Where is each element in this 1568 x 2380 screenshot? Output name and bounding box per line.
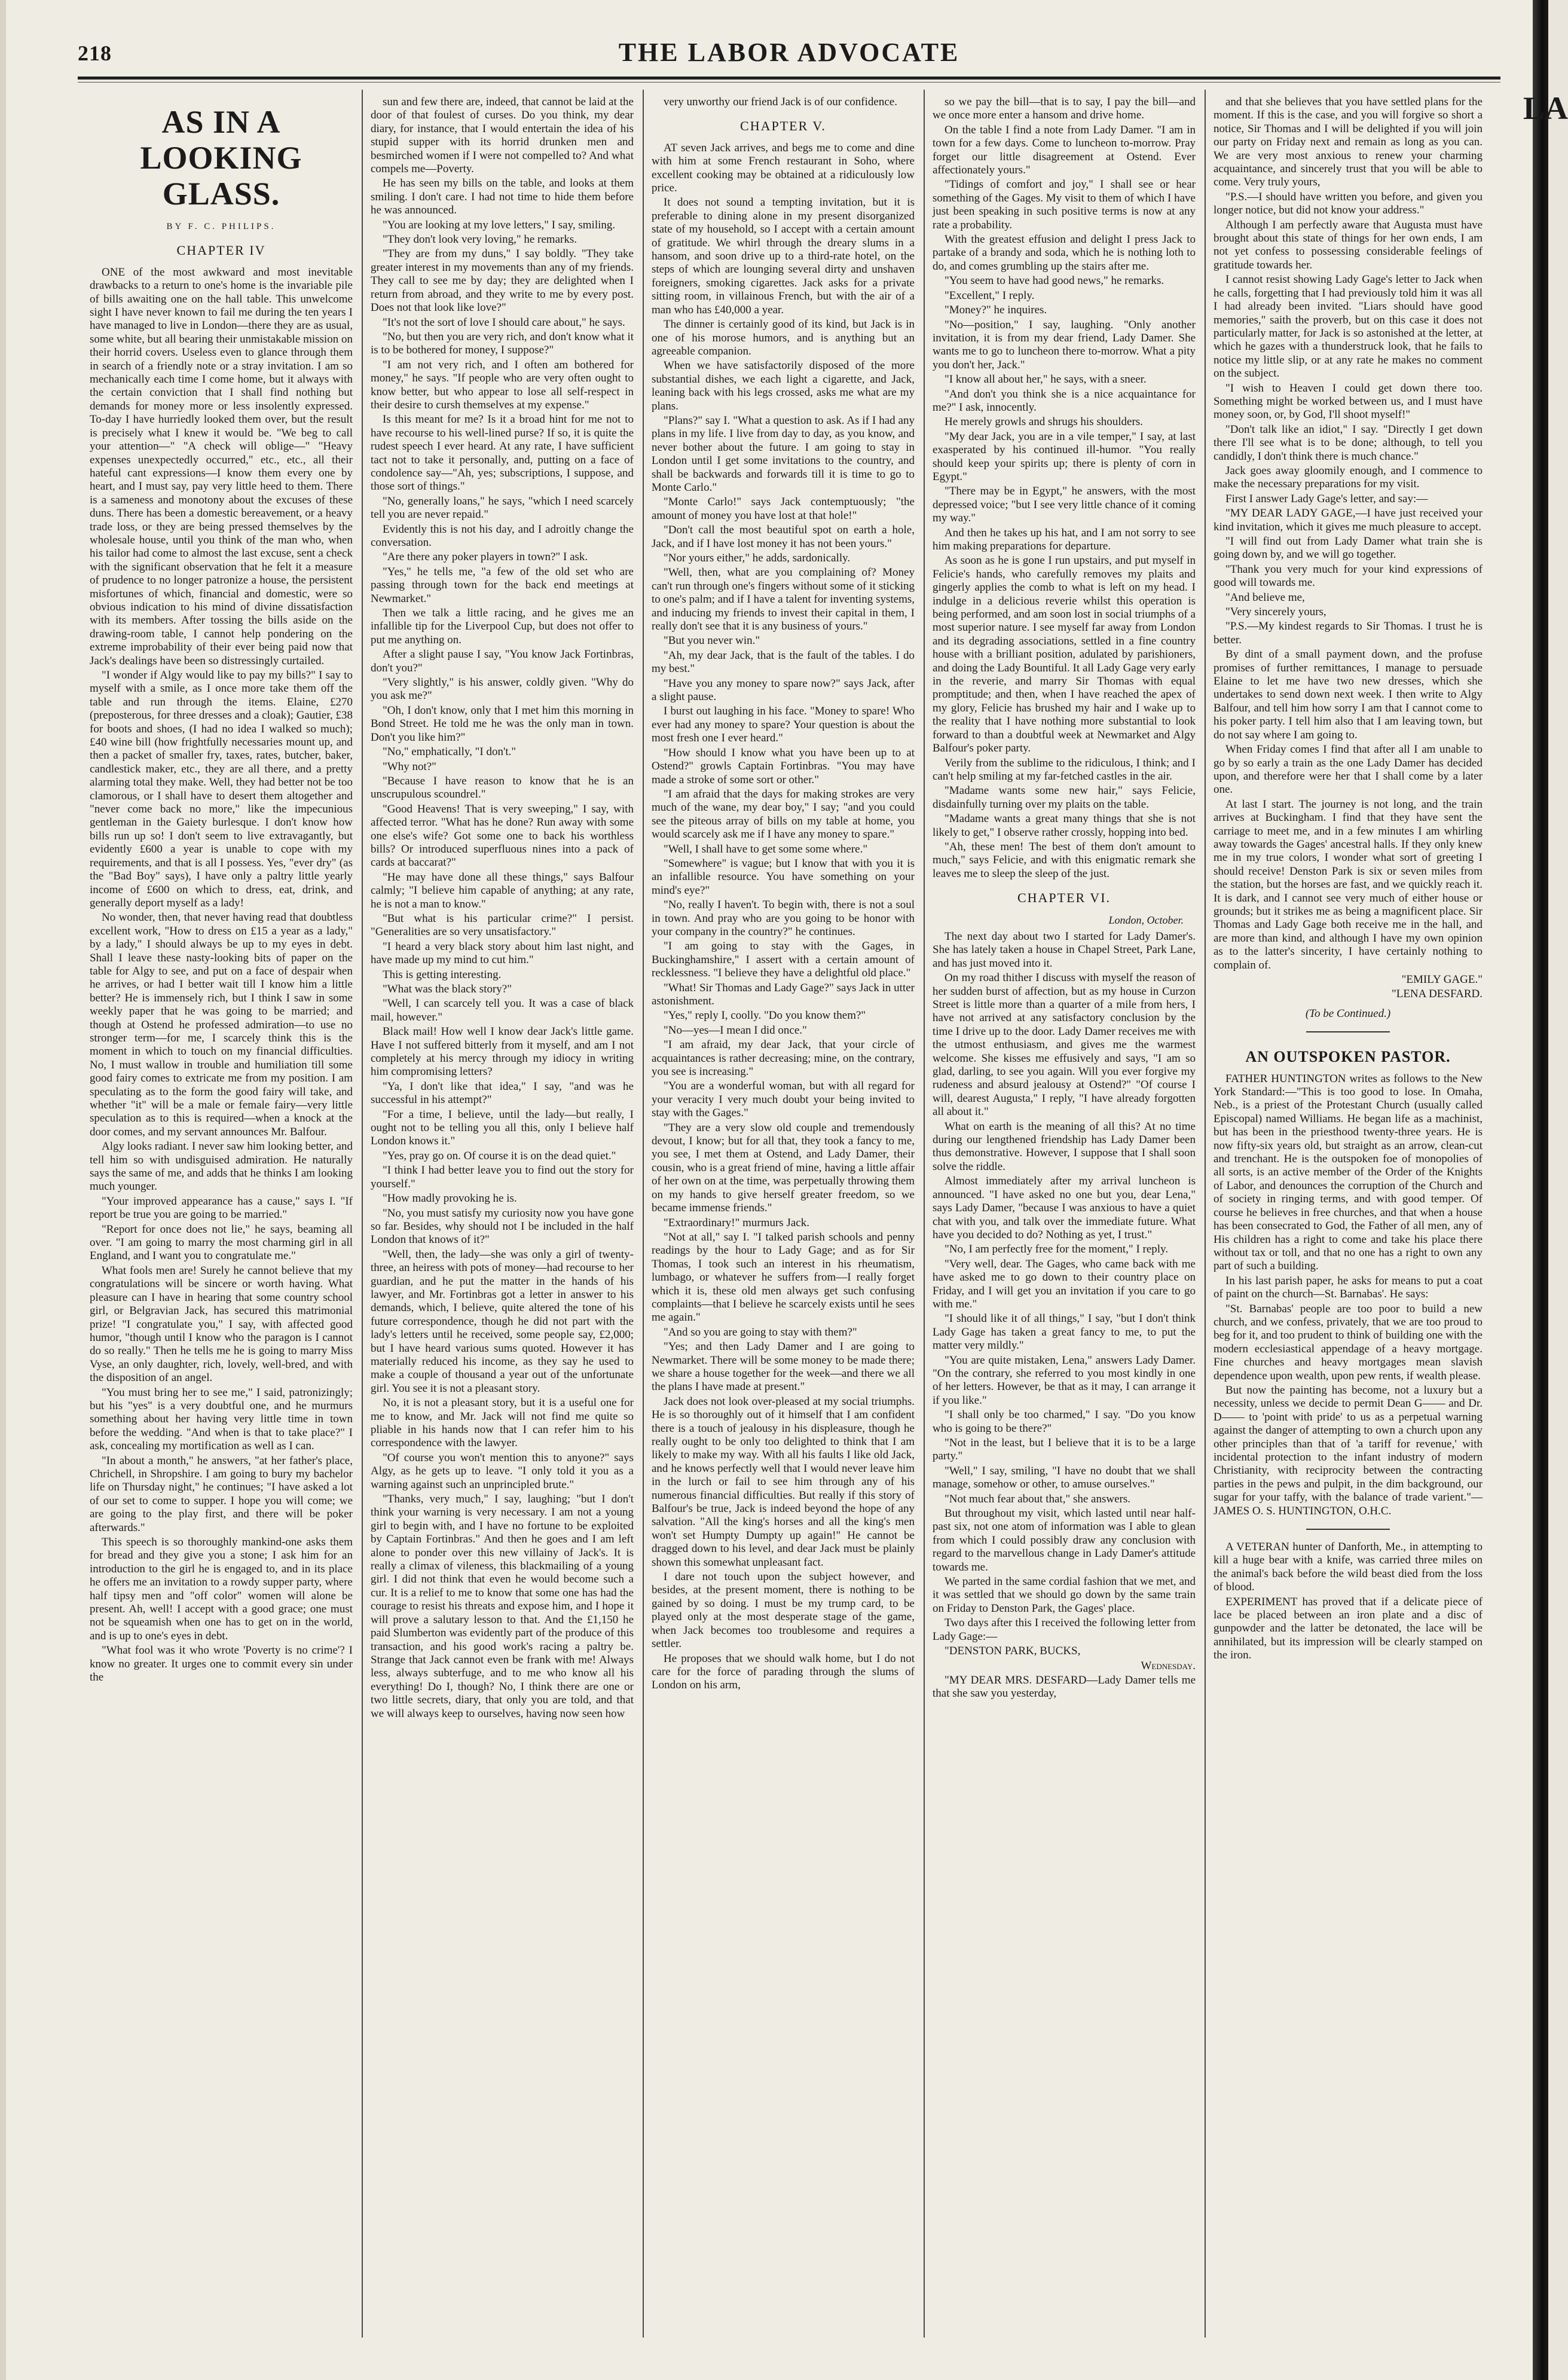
paragraph: And then he takes up his hat, and I am not sorry to see him making preparations for departure.	[933, 526, 1196, 552]
paragraph: EXPERIMENT has proved that if a delicate piece of lace be placed between an iron plate and a disc of gunpowder and the latter be detonated, the lace will be annihilated, but its impression will be clearly stamped on the iron.	[1214, 1595, 1483, 1662]
paragraph: Verily from the sublime to the ridiculous, I think; and I can't help smiling at my far-fetched castles in the air.	[933, 756, 1196, 783]
paragraph: "You are quite mistaken, Lena," answers Lady Damer. "On the contrary, she referred to you most kindly in one of her letters. However, be that as it may, I can arrange it if you like."	[933, 1354, 1196, 1407]
paragraph: "Your improved appearance has a cause," says I. "If report be true you are going to be married."	[90, 1194, 353, 1221]
paragraph: "Not much fear about that," she answers.	[945, 1492, 1130, 1505]
article-headline: AN OUTSPOKEN PASTOR.	[1245, 1048, 1451, 1066]
paragraph: "What was the black story?"	[383, 983, 512, 995]
story-title: AS IN A LOOKING GLASS.	[140, 104, 302, 212]
paragraph: "Don't call the most beautiful spot on earth a hole, Jack, and if I have lost money it has not been yours."	[652, 524, 915, 550]
paragraph: "Well, I can scarcely tell you. It was a case of black mail, however."	[371, 997, 634, 1024]
paragraph: By dint of a small payment down, and the profuse promises of further remittances, I manage to persuade Elaine to let me have two new dresses, which she undertakes to send down next week. I then write to Algy Balfour, and tell him how sorry I am that I cannot come to his poker party. I tell him also that I am leaving town, but do not say where I am going to.	[1214, 648, 1483, 741]
paragraph: "But you never win."	[664, 634, 760, 647]
paragraph: "Why not?"	[383, 760, 436, 773]
paragraph: "No—yes—I mean I did once."	[664, 1024, 807, 1037]
paragraph: "My dear Jack, you are in a vile temper," I say, at last exasperated by his continued ill-humor. "You really should keep your spirits up; there is plenty of corn in Egypt."	[933, 430, 1196, 483]
paragraph: This speech is so thoroughly mankind-one asks them for bread and they give you a stone; I ask him for an introduction to the girl he is engaged to, and in its place he offers me an invitation to a rowdy supper party, where half tipsy men and "off color" women will alone be present. Ah, well! I accept with a good grace; one must not be squeamish when one has to get on in the world, and is up to one's eyes in debt.	[90, 1536, 353, 1642]
paragraph: "Ah, these men! The best of them don't amount to much," says Felicie, and with this enigmatic remark she leaves me to sleep the sleep of the just.	[933, 840, 1196, 880]
paragraph: "Nor yours either," he adds, sardonically.	[664, 552, 851, 564]
paragraph: "Well, then, what are you complaining of? Money can't run through one's fingers without some of it sticking to one's palm; and if I have a talent for inventing systems, and inducing my friends to invest their capital in them, I really don't see that it is any business of yours."	[652, 566, 915, 633]
paragraph: I burst out laughing in his face. "Money to spare! Who ever had any money to spare? Your question is about the most fresh one I ever heard."	[652, 705, 915, 745]
paragraph: "Not in the least, but I believe that it is to be a large party."	[933, 1437, 1196, 1463]
paragraph: "And so you are going to stay with them?"	[664, 1325, 857, 1339]
paragraph: "Excellent," I reply.	[945, 289, 1035, 302]
scan-left-margin	[0, 0, 6, 2380]
paragraph: "No, but then you are very rich, and don't know what it is to be bothered for money, I suppose?"	[371, 330, 634, 357]
page-header	[78, 37, 1500, 73]
page-number: 218	[78, 41, 112, 65]
chapter-heading: CHAPTER IV	[176, 243, 266, 258]
paragraph: On my road thither I discuss with myself the reason of her sudden burst of affection, but as my house in Curzon Street is little more than a quarter of a mile from hers, I have not arrived at any satisfactory conclusion by the time I drive up to the door. Lady Damer receives me with the utmost enthusiasm, and gives me the warmest welcome. She kisses me effusively and says, "I am so glad, darling, to see you again. Will you ever forgive my rudeness and absurd jealousy at Ostend?" "Of course I will, dearest Augusta," I reply, "I have already forgotten all about it."	[933, 971, 1196, 1119]
paragraph: "Money?" he inquires.	[945, 304, 1047, 317]
paragraph: "Very slightly," is his answer, coldly given. "Why do you ask me?"	[371, 676, 634, 702]
paragraph: "Tidings of comfort and joy," I shall see or hear something of the Gages. My visit to them of which I have just been speaking in such positive terms is now at any rate a probability.	[933, 178, 1196, 231]
paragraph: "Monte Carlo!" says Jack contemptuously; "the amount of money you have lost at that hole!"	[652, 496, 915, 522]
paragraph: "What fool was it who wrote 'Poverty is no crime'? I know no greater. It urges one to commit every sin under the	[90, 1644, 353, 1684]
paragraph: "Yes," he tells me, "a few of the old set who are passing through town for the back end meetings at Newmarket."	[371, 565, 634, 605]
paragraph: "Plans?" say I. "What a question to ask. As if I had any plans in my life. I live from day to day, as you know, and never bother about the future. I am going to stay in London until I get some invitations to the country, and shall be backwards and forwards till it is time to go to Monte Carlo."	[652, 414, 915, 494]
paragraph: "Report for once does not lie," he says, beaming all over. "I am going to marry the most charming girl in all England, and I want you to congratulate me."	[90, 1223, 353, 1263]
news-items	[1214, 1541, 1483, 1663]
paragraph: "They don't look very loving," he remarks.	[383, 233, 577, 246]
paragraph: A VETERAN hunter of Danforth, Me., in attempting to kill a huge bear with a knife, was carried three miles on the animal's back before the wild beast died from the loss of blood.	[1214, 1541, 1483, 1594]
paragraph: "P.S.—I should have written you before, and given you longer notice, but did not know your address."	[1214, 190, 1483, 217]
paragraph: I cannot resist showing Lady Gage's letter to Jack when he calls, forgetting that I had previously told him it was all I had already been invited. "Liars should have good memories," saith the proverb, but on this case it does not particularly matter, for Jack is so astonished at the letter, at which he gazes with a thunderstruck look, that he fails to notice my little slip, or at any rate he makes no comment on the subject.	[1214, 273, 1483, 380]
paragraph: "They are a very slow old couple and tremendously devout, I know; but for all that, they took a fancy to me, you see, I met them at Ostend, and Lady Damer, their cousin, who is a great friend of mine, having a little affair of her own on at the time, was perpetually throwing them on my hands to give herself greater freedom, so we became immense friends."	[652, 1121, 915, 1215]
paragraph: sun and few there are, indeed, that cannot be laid at the door of that foulest of curses. Do you think, my dear diary, for instance, that I would entertain the idea of his stupid supper with its horrid drunken men and besmirched women if I were not compelled to? And what compels me—Poverty.	[371, 96, 634, 176]
paragraph: "No, I am perfectly free for the moment," I reply.	[945, 1243, 1169, 1256]
header-rule-thin	[78, 82, 1500, 83]
paragraph: very unworthy our friend Jack is of our confidence.	[664, 96, 897, 108]
paragraph: ONE of the most awkward and most inevitable drawbacks to a return to one's home is the invariable pile of bills awaiting one on the hall table. This unwelcome sight I have never known to fail me during the ten years I have managed to live in London—there they are as usual, some white, but all bearing their unmistakable mission on their horrid covers. Useless even to glance through them in search of a friendly note or a stray invitation. I am so mechanically each time I come home, but it always with the certain conviction that I shall find nothing but demands for money more or less insolently expressed. To-day I have hurriedly looked them over, but the result is precisely what I knew it would be. "We beg to call your attention—" "A check will oblige—" "Heavy expenses unexpectedly occurred," etc., etc., all their hateful cant expressions—I know them every one by heart, and I must say, pay very little heed to them. There is a sameness and monotony about the excuses of these duns. There has been a domestic bereavement, or a heavy trade loss, or they are being pressed themselves by the wholesale house, until you think of the man who, when his tailor had come to almost the last excuse, sent a check with the significant observation that he felt it a measure of prudence to no longer patronize a house, the persistent misfortunes of which, financial and domestic, were so obvious indication to his mind of divine dissatisfaction with its members. After tossing the bills aside on the drawing-room table, I cannot help pondering on the extreme improbability of their ever being paid now that Jack's dealings have been so distressingly curtailed.	[90, 265, 353, 667]
column-3	[652, 96, 915, 2332]
paragraph: "And believe me,	[1225, 591, 1305, 604]
paragraph: Two days after this I received the following letter from Lady Gage:—	[933, 1617, 1196, 1643]
signature-lena: "LENA DESFARD.	[1391, 988, 1483, 1001]
dateline: London, October.	[1108, 913, 1184, 926]
byline: BY F. C. PHILIPS.	[166, 222, 276, 231]
paragraph: "What! Sir Thomas and Lady Gage?" says Jack in utter astonishment.	[652, 981, 915, 1007]
paragraph: But now the painting has become, not a luxury but a necessity, unless we decide to permit Dean G—— and Dr. D—— to 'point with pride' to us as a perpetual warning against the danger of attempting to own a church upon any other principles than that of 'a tariff for revenue,' with incidental protection to the infant industry of modern Christianity, with reciprocity between the contracting parties in the pews and pulpit, in the dim background, our sugar for your taffy, with the balance of trade varient."—JAMES O. S. HUNTINGTON, O.H.C.	[1214, 1383, 1483, 1517]
paragraph: "There may be in Egypt," he answers, with the most depressed voice; "but I see very little chance of it coming my way."	[933, 485, 1196, 525]
paragraph: "Of course you won't mention this to anyone?" says Algy, as he gets up to leave. "I only told it you as a warning against such an unprincipled brute."	[371, 1451, 634, 1491]
chapter-heading: CHAPTER VI.	[1017, 890, 1111, 906]
chapter-heading: CHAPTER V.	[740, 118, 826, 134]
paragraph: Jack goes away gloomily enough, and I commence to make the necessary preparations for my visit.	[1214, 464, 1483, 491]
paragraph: The next day about two I started for Lady Damer's. She has lately taken a house in Chapel Street, Park Lane, and has just moved into it.	[933, 930, 1196, 970]
paragraph: "Good Heavens! That is very sweeping," I say, with affected terror. "What has he done? Run away with some one else's wife? Got some one to back his worthless bills? Or introduced superfluous nines into a pack of cards at baccarat?"	[371, 802, 634, 869]
paragraph: "Well, I shall have to get some some where."	[664, 842, 868, 856]
story-body	[652, 96, 915, 109]
paragraph: In his last parish paper, he asks for means to put a coat of paint on the church—St. Barnabas'. He says:	[1214, 1274, 1483, 1301]
paragraph: "MY DEAR LADY GAGE,—I have just received your kind invitation, which it gives me much pleasure to accept.	[1214, 507, 1483, 533]
column-2	[371, 96, 634, 2332]
paragraph: "Yes; and then Lady Damer and I are going to Newmarket. There will be some money to be made there; we share a house together for the week—and there we all the plans I have made at present."	[652, 1340, 915, 1394]
paragraph: "Very sincerely yours,	[1225, 606, 1326, 619]
paragraph: "Somewhere" is vague; but I know that with you it is an infallible resource. You have something on your mind's eye?"	[652, 857, 915, 897]
paragraph: "No—position," I say, laughing. "Only another invitation, it is from my dear friend, Lady Damer. She wants me to go to luncheon there to-morrow. What a pity you don't her, Jack."	[933, 318, 1196, 371]
paragraph: "I should like it of all things," I say, "but I don't think Lady Gage has taken a great fancy to me, to put the matter very mildly."	[933, 1312, 1196, 1352]
paragraph: When we have satisfactorily disposed of the more substantial dishes, we each light a cigarette, and Jack, leaning back with his legs crossed, asks me what are my plans.	[652, 359, 915, 413]
paragraph: Almost immediately after my arrival luncheon is announced. "I have asked no one but you, dear Lena," says Lady Damer, "because I was anxious to have a quiet chat with you, and talk over the immediate future. What have you decided to do? Nothing as yet, I trust."	[933, 1175, 1196, 1241]
column-divider	[924, 90, 925, 2338]
paragraph: "I know all about her," he says, with a sneer.	[945, 373, 1147, 386]
paragraph: "I wish to Heaven I could get down there too. Something might be worked between us, and I must have money soon, or, by God, I'll shoot myself!"	[1214, 381, 1483, 421]
paragraph: so we pay the bill—that is to say, I pay the bill—and we once more enter a hansom and drive home.	[933, 96, 1196, 122]
paragraph: "P.S.—My kindest regards to Sir Thomas. I trust he is better.	[1214, 620, 1483, 646]
paragraph: On the table I find a note from Lady Damer. "I am in town for a few days. Come to luncheon to-morrow. Pray forget our little disagreement at Ostend. Ever affectionately yours."	[933, 123, 1196, 177]
paragraph: No, it is not a pleasant story, but it is a useful one for me to know, and Mr. Jack will not find me quite so pliable in his hands now that I can refer him to his correspondence with the lawyer.	[371, 1397, 634, 1450]
paragraph: "Are there any poker players in town?" I ask.	[383, 551, 588, 564]
paragraph: "He may have done all these things," says Balfour calmly; "I believe him capable of anything; at any rate, he is not a man to know."	[371, 870, 634, 911]
paragraph: AT seven Jack arrives, and begs me to come and dine with him at some French restaurant in Soho, where excellent cooking may be obtained at a ridiculously low price.	[652, 141, 915, 195]
paragraph: As soon as he is gone I run upstairs, and put myself in Felicie's hands, who carefully removes my plaits and gingerly applies the comb to what is left on my head. I indulge in a delicious reverie whilst this operation is being performed, and am soon lost in social triumphs of a most superior nature. I see myself far away from London and its degrading associations, settled in a fine country house with a brilliant position, adulated by parishioners, and doing the Lady Bountiful. It all Lady Gage very early in the reverie, and marry Sir Thomas with equal promptitude; and then, when I have reached the apex of my glory, Felicie has brushed my hair and I wake up to the reality that I have nothing more substantial to look forward to than a doubtful week at Newmarket and Algy Balfour's poker party.	[933, 554, 1196, 755]
paragraph: "Thank you very much for your kind expressions of good will towards me.	[1214, 563, 1483, 589]
paragraph: At last I start. The journey is not long, and the train arrives at Buckingham. I find that they have sent the carriage to meet me, and in a few minutes I am whirling away towards the Gages' ancestral halls. If they only knew me in my true colors, I wonder what sort of greeting I should receive! Denston Park is six or seven miles from the station, but the horses are fast, and we quickly reach it. It is dark, and I cannot see very much of either house or grounds; but it strikes me as being a magnificent place. Sir Thomas and Lady Gage both receive me in the hall, and are more than kind, and although I have my own opinion as to the latter's sincerity, I have certainly nothing to complain of.	[1214, 798, 1483, 971]
paragraph: When Friday comes I find that after all I am unable to go by so early a train as the one Lady Damer has decided upon, and therefore were her that I shall come by a later one.	[1214, 743, 1483, 796]
paragraph: "I am not very rich, and I often am bothered for money," he says. "If people who are very often ought to know better, but who appear to lose all self-respect in their desire to cursh themselves at my expense."	[371, 358, 634, 411]
paragraph: "I wonder if Algy would like to pay my bills?" I say to myself with a smile, as I once more take them off the table and run through the items. Elaine, £270 (preposterous, for three dresses and a cloak); Gautier, £38 for boots and shoes, (I had no idea I walked so much); £40 wine bill (how frightfully necessaries mount up, and then a packet of smaller fry, taxes, rates, butcher, baker, candlestick maker, etc., they are all there, and a pretty alarming total they make. Well, they had better not be too clamorous, or I shall have to desert them altogether and "never come back no more," like the impecunious gentleman in the Gaiety burlesque. I don't know how bills run up so! I don't seem to live extravagantly, but evidently £600 a year is unable to cope with my requirements, and that is all I possess. Yes, "ever dry" (as the "Bad Boy" says), I have only a paltry little yearly income of £600 on which to dress, eat, drink, and generally deport myself as a lady!	[90, 669, 353, 909]
story-body	[933, 930, 1196, 1643]
paragraph: "In about a month," he answers, "at her father's place, Chrichell, in Shropshire. I am going to bury my bachelor life on Thursday night," he continues; "I have asked a lot of our set to come to supper. I hope you will come; we are going to the play first, and there will be poker afterwards."	[90, 1454, 353, 1534]
paragraph: I dare not touch upon the subject however, and besides, at the present moment, there is nothing to be gained by so doing. I must be my trump card, to be played only at the most desperate stage of the game, when Jack becomes too troublesome and requires a settler.	[652, 1571, 915, 1651]
paragraph: "Extraordinary!" murmurs Jack.	[664, 1216, 809, 1229]
paragraph: "No," emphatically, "I don't."	[383, 746, 516, 759]
paragraph: "I am afraid that the days for making strokes are very much of the wane, my dear boy," I say; "and you could see the piteous array of bills on my table at home, you would scarcely ask me if I have any money to spare."	[652, 787, 915, 841]
paragraph: This is getting interesting.	[383, 968, 502, 981]
paragraph: "No, generally loans," he says, "which I need scarcely tell you are never repaid."	[371, 494, 634, 521]
paragraph: But throughout my visit, which lasted until near half-past six, not one atom of information was I able to glean from which I could possibly draw any conclusion with regard to the marvellous change in Lady Damer's attitude towards me.	[933, 1507, 1196, 1574]
paragraph: No wonder, then, that never having read that doubtless excellent work, "How to dress on £15 a year as a lady," by a lady," I should always be up to my eyes in debt. Shall I leave these nasty-looking bits of paper on the table for Algy to see, and put on a face of despair when he arrives, or had I better wait till I know him a little better? He is immensely rich, but I think I saw in some weekly paper that he was going to be married; and though at Ostend he professed admiration—to use no stronger term—for me, I scarcely think this is the moment in which to touch on my financial difficulties. No, I must wallow in trouble and humiliation till some good fairy comes to extricate me from my position. I am speculating as to the form the good fairy will take, and whether "it" will be a male or female fairy—very little speculation as to this is required—when a knock at the door comes, and my servant announces Mr. Balfour.	[90, 911, 353, 1138]
continued-note: (To be Continued.)	[1305, 1007, 1391, 1020]
paragraph: "Yes," reply I, coolly. "Do you know them?"	[664, 1009, 866, 1022]
paragraph: "Don't talk like an idiot," I say. "Directly I get down there I'll see what is to be done; although, to tell you candidly, I don't think there is much chance."	[1214, 423, 1483, 463]
paragraph: Is this meant for me? Is it a broad hint for me not to have recourse to his well-lined purse? If so, it is quite the rudest speech I ever heard. At any rate, I have sufficient tact not to take it personally, and, putting on a face of condolence say—"Ah, yes; subscriptions, I suppose, and those sort of things."	[371, 413, 634, 493]
header-rule	[78, 77, 1500, 80]
story-body	[371, 96, 634, 1721]
paragraph: He proposes that we should walk home, but I do not care for the force of parading through the slums of London on his arm,	[652, 1652, 915, 1692]
paragraph: What on earth is the meaning of all this? At no time during our lengthened friendship has Lady Damer been thus demonstrative. However, I suppose that I shall soon solve the riddle.	[933, 1120, 1196, 1173]
paragraph: "You must bring her to see me," I said, patronizingly; but his "yes" is a very doubtful one, and he murmurs something about her having very little time in town before the wedding. "And when is that to take place?" I ask, concealing my mortification as well as I can.	[90, 1386, 353, 1453]
paragraph: "I am afraid, my dear Jack, that your circle of acquaintances is rather decreasing; mine, on the contrary, you see is increasing."	[652, 1038, 915, 1079]
letter-date: Wednesday.	[1141, 1659, 1196, 1672]
paragraph: "Not at all," say I. "I talked parish schools and penny readings by the hour to Lady Gage; and as for Sir Thomas, I took such an interest in his rheumatism, lumbago, or whatever he suffers from—I really forget which it is, these old men always get such confusing complaints—that I believe he scarcely exists until he sees me again."	[652, 1230, 915, 1324]
paragraph: "Yes, pray go on. Of course it is on the dead quiet."	[383, 1149, 616, 1162]
paragraph: Jack does not look over-pleased at my social triumphs. He is so thoroughly out of it himself that I am confident there is a touch of jealousy in his displeasure, though he really ought to be only too delighted to think that I am likely to make my way. With all his faults I like old Jack, and he knows perfectly well that I would never leave him in the lurch or fail to see him through any of his numerous financial difficulties. But really if this story of Balfour's be true, Jack is indeed beyond the hope of any salvation. "All the king's horses and all the king's men won't set Humpty Dumpty up again!" He cannot be dragged down to his level, and dear Jack must be plainly shown this somewhat unpleasant fact.	[652, 1395, 915, 1569]
paragraph: What fools men are! Surely he cannot believe that my congratulations will be sincere or worth having. What pleasure can I have in hearing that some country school girl, or Belgravian Jack, has secured this matrimonial prize! "I congratulate you," I say, with affected good humor, "though until I know who the paragon is I cannot do so really." Then he tells me he is going to marry Miss Vyse, an only daughter, rich, lovely, well-bred, and with the disposition of an angel.	[90, 1264, 353, 1385]
paragraph: He merely growls and shrugs his shoulders.	[945, 415, 1143, 429]
column-divider	[1205, 90, 1206, 2338]
paragraph: "Very well, dear. The Gages, who came back with me have asked me to go down to their country place on Friday, and I will get you an invitation if you care to go with me."	[933, 1257, 1196, 1310]
paragraph: "How should I know what you have been up to at Ostend?" growls Captain Fortinbras. "You may have made a stroke of some sort or other."	[652, 746, 915, 786]
paragraph: The dinner is certainly good of its kind, but Jack is in one of his morose humors, and is anything but an agreeable companion.	[652, 318, 915, 358]
paragraph: "You seem to have had good news," he remarks.	[945, 274, 1164, 288]
paragraph: "No, really I haven't. To begin with, there is not a soul in town. And pray who are you going to be honor with your company in the country?" he continues.	[652, 899, 915, 938]
paragraph: "And don't you think she is a nice acquaintance for me?" I ask, innocently.	[933, 387, 1196, 414]
paragraph: "No, you must satisfy my curiosity now you have gone so far. Besides, why should not I be included in the half London that knows of it?"	[371, 1206, 634, 1246]
paragraph: "Because I have reason to know that he is an unscrupulous scoundrel."	[371, 774, 634, 801]
paragraph: "How madly provoking he is.	[383, 1192, 517, 1205]
paragraph: "They are from my duns," I say boldly. "They take greater interest in my movements than any of my friends. They call to see me by day; they are delighted when I return from abroad, and they write to me by every post. Does not that look like love?"	[371, 248, 634, 314]
paragraph: With the greatest effusion and delight I press Jack to partake of a brandy and soda, which he is nothing loth to do, and comes grumbling up the stairs after me.	[933, 233, 1196, 273]
article-body	[1214, 1073, 1483, 1518]
column-divider	[643, 90, 644, 2338]
paragraph: "Ah, my dear Jack, that is the fault of the tables. I do my best."	[652, 649, 915, 676]
adjacent-page-fragment: LA	[1523, 90, 1568, 126]
paragraph: "I heard a very black story about him last night, and have made up my mind to cut him."	[371, 940, 634, 967]
section-divider	[1306, 1529, 1390, 1530]
paragraph: Algy looks radiant. I never saw him looking better, and tell him so with undisguised admiration. He naturally says the same of me, and adds that he thinks I am looking much younger.	[90, 1140, 353, 1193]
paragraph: "Madame wants some new hair," says Felicie, disdainfully turning over my plaits on the table.	[933, 784, 1196, 811]
column-5	[1214, 96, 1483, 2332]
paragraph: "I am going to stay with the Gages, in Buckinghamshire," I assert with a certain amount of recklessness. "I believe they have a delightful old place."	[652, 940, 915, 980]
masthead: THE LABOR ADVOCATE	[618, 38, 960, 67]
paragraph: Although I am perfectly aware that Augusta must have brought about this state of things for her own ends, I am not yet confess to possessing considerable feelings of gratitude towards her.	[1214, 218, 1483, 271]
paragraph: Evidently this is not his day, and I adroitly change the conversation.	[371, 523, 634, 549]
paragraph: "You are looking at my love letters," I say, smiling.	[383, 218, 616, 231]
paragraph: "Thanks, very much," I say, laughing; "but I don't think your warning is very necessary. I am not a young girl to begin with, and I have no fortune to be exploited by Captain Fortinbras." And then he goes and I am left alone to ponder over this new villainy of Jack's. It is really a climax of vileness, this blackmailing of a young girl. I did not think that even he would become such a cur. It is a relief to me to know that some one has had the courage to resist his threats and expose him, and I hope it will prove a salutary lesson to that. And the £1,150 he paid Slumberton was evidently part of the produce of this transaction, and his good work's racing a paltry be. Strange that Jack cannot even be frank with me! Always less, always subterfuge, and to me who know all his everything! Do I, though? No, I think there are one or two little secrets, diary, that only you are told, and that we will always keep to ourselves, having now seen how	[371, 1493, 634, 1720]
paragraph: "For a time, I believe, until the lady—but really, I ought not to be telling you all this, only I believe half London knows it."	[371, 1108, 634, 1148]
paragraph: He has seen my bills on the table, and looks at them smiling. I don't care. I had not time to hide them before he was announced.	[371, 177, 634, 217]
paragraph: FATHER HUNTINGTON writes as follows to the New York Standard:—"This is too good to lose. In Omaha, Neb., is a priest of the Protestant Church (usually called Episcopal) named Williams. He began life as a machinist, but has been in the priesthood twenty-three years. He is now fifty-six years old, but straight as an arrow, clean-cut and trenchant. He is the outspoken foe of monopolies of all sorts, is an active member of the Order of the Knights of Labor, and denounces the corruption of the Church and of society in ringing terms, and with good temper. Of course he believes in free churches, and that when a house has been consecrated to God, the Father of all men, any of His children has a right to come and take his place there without tax or toll, and that no one has a right to own any part of such a building.	[1214, 1072, 1483, 1273]
section-divider	[1306, 1031, 1390, 1032]
column-1	[90, 96, 353, 2332]
story-body	[652, 142, 915, 1692]
paragraph: "Ya, I don't like that idea," I say, "and was he successful in his attempt?"	[371, 1080, 634, 1107]
paragraph: "St. Barnabas' people are too poor to build a new church, and we confess, privately, that we are too proud to beg for it, and too prudent to think of building one with the modern ecclesiastical appendage of a heavy mortgage. Fine churches and heavy mortgages mean slavish dependence upon wealth, upon pew rents, if wealth please.	[1214, 1302, 1483, 1382]
paragraph: Black mail! How well I know dear Jack's little game. Have I not suffered bitterly from it myself, and am I not completely at his mercy through my idiocy in writing him compromising letters?	[371, 1025, 634, 1079]
scan-binding-shadow	[1533, 0, 1548, 2380]
paragraph: First I answer Lady Gage's letter, and say:—	[1225, 492, 1428, 505]
letter-salutation: "MY DEAR MRS. DESFARD—Lady Damer tells me that she saw you yesterday,	[933, 1673, 1196, 1700]
paragraph: "Well," I say, smiling, "I have no doubt that we shall manage, somehow or other, to amuse ourselves."	[933, 1464, 1196, 1491]
story-body	[90, 266, 353, 1685]
paragraph: "I shall only be too charmed," I say. "Do you know who is going to be there?"	[933, 1409, 1196, 1435]
paragraph: "Have you any money to spare now?" says Jack, after a slight pause.	[652, 677, 915, 704]
paragraph: "I think I had better leave you to find out the story for yourself."	[371, 1164, 634, 1190]
paragraph: "It's not the sort of love I should care about," he says.	[383, 316, 625, 329]
paragraph: "But what is his particular crime?" I persist. "Generalities are so very unsatisfactory."	[371, 912, 634, 939]
paragraph: "I will find out from Lady Damer what train she is going down by, and we will go together.	[1214, 535, 1483, 561]
paragraph: After a slight pause I say, "You know Jack Fortinbras, don't you?"	[371, 648, 634, 674]
column-4	[933, 96, 1196, 2332]
paragraph: "Madame wants a great many things that she is not likely to get," I observe rather crossly, hopping into bed.	[933, 812, 1196, 839]
story-body	[933, 96, 1196, 881]
signature-gage: "EMILY GAGE."	[1401, 973, 1483, 986]
story-body	[1214, 96, 1483, 972]
paragraph: It does not sound a tempting invitation, but it is preferable to dining alone in my present disorganized state of my household, so I accept with a certain amount of gratitude. We whirl through the dreary slums in a hansom, and soon drive up to a third-rate hotel, on the steps of which are lounging several dirty and unshaven foreigners, smoking cigarettes. Jack asks for a private sitting room, in villainous French, but with the air of a man who has £40,000 a year.	[652, 196, 915, 316]
letter-address: "DENSTON PARK, BUCKS,	[945, 1645, 1081, 1658]
paragraph: "Well, then, the lady—she was only a girl of twenty-three, an heiress with pots of money—had recourse to her guardian, and he put the matter in the hands of his lawyer, and Mr. Fortinbras got a letter in answer to his demands, which, I believe, quite altered the tone of his future correspondence, though he did not part with the lady's letters until he received, some people say, £2,000; but I have heard various sums quoted. However it has materially reduced his income, as they say he used to make a couple of thousand a year out of the unfortunate girl. You see it is not a pleasant story.	[371, 1248, 634, 1395]
paragraph: and that she believes that you have settled plans for the moment. If this is the case, and you will forgive so short a notice, Sir Thomas and I will be delighted if you will join our party on Friday next and remain as long as you can. We are very most anxious to renew your charming acquaintance, and sincerely trust that you will be able to come. Very truly yours,	[1214, 96, 1483, 189]
paragraph: Then we talk a little racing, and he gives me an infallible tip for the Liverpool Cup, but does not offer to put me anything on.	[371, 607, 634, 646]
column-divider	[362, 90, 363, 2338]
paragraph: We parted in the same cordial fashion that we met, and it was settled that we should go down by the same train on Friday to Denston Park, the Gages' place.	[933, 1575, 1196, 1615]
paragraph: "You are a wonderful woman, but with all regard for your veracity I very much doubt your being invited to stay with the Gages."	[652, 1080, 915, 1120]
paragraph: "Oh, I don't know, only that I met him this morning in Bond Street. He told me he was the only man in town. Don't you like him?"	[371, 704, 634, 744]
